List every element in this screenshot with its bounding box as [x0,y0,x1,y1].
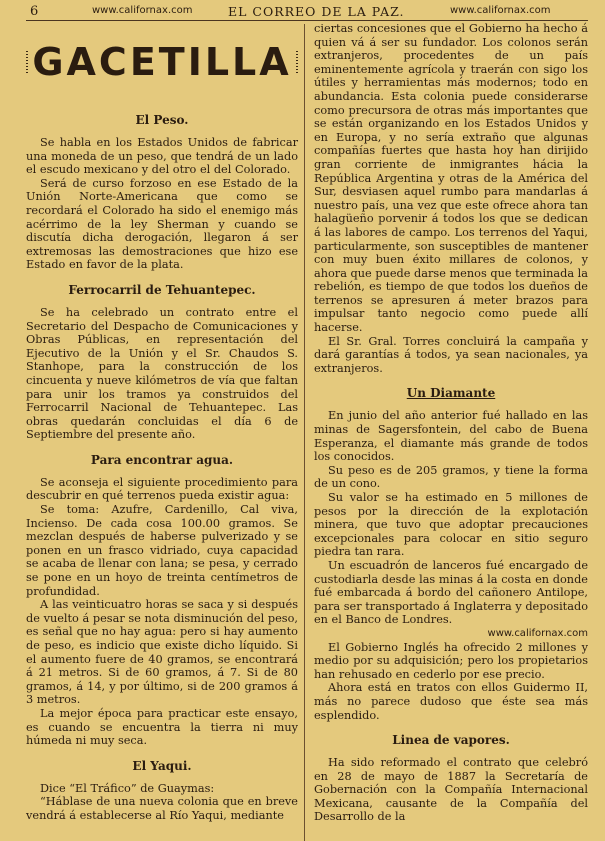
left-column [26,22,298,823]
article-heading-agua: Para encontrar agua. [90,452,234,467]
article-paragraph: Se aconseja el siguiente procedimiento para descubrir en qué terrenos pueda existir agua: [26,475,298,503]
article-paragraph: El Sr. Gral. Torres concluirá la campaña y dará garantías á todos, ya sean nacionales, ya extranjeros. [314,334,588,375]
banner-ornament-right [296,51,298,73]
article-paragraph: A las veinticuatro horas se saca y si después de vuelto á pesar se nota disminución del peso, es señal que no hay agua: pero si hay aumento de peso, es indicio que existe dicho líquido. Si el aumento fuere de 40 gramos, se encontrará á 21 metros. Si de 60 gramos, á 7. Si de 80 gramos, á 14, y por último, si de 200 gramos á 3 metros. [26,598,298,707]
article-heading-peso: El Peso. [135,113,189,127]
article-paragraph: La mejor época para practicar este ensayo, es cuando se encuentra la tierra ni muy húmeda ni muy seca. [26,706,298,748]
article-paragraph: El Gobierno Inglés ha ofrecido 2 millones y medio por su adquisición; pero los propietarios han rehusado en cederlo por ese precio. [314,640,588,681]
banner-title: GACETILLA [32,40,292,84]
article-heading-ferrocarril: Ferrocarril de Tehuantepec. [68,282,256,297]
article-heading-yaqui: El Yaqui. [132,758,192,773]
watermark-url-left: www.californax.com [92,5,193,16]
article-paragraph: Dice “El Tráfico” de Guaymas: [40,781,215,795]
article-paragraph: “Háblase de una nueva colonia que en breve vendrá á establecerse al Río Yaqui, mediante [26,795,298,822]
watermark-url-right: www.californax.com [450,5,551,16]
article-paragraph: Ahora está en tratos con ellos Guidermo II, más no parece dudoso que éste sea más esplendido. [314,681,588,722]
article-paragraph: Ha sido reformado el contrato que celebró en 28 de mayo de 1887 la Secretaría de Gobernación con la Compañía Internacional Mexicana, causante de la Compañía del Desarrollo de la [314,756,588,824]
page-header [0,4,605,20]
right-column [314,22,588,824]
column-divider [304,24,305,841]
article-paragraph: Se toma: Azufre, Cardenillo, Cal viva, Incienso. De cada cosa 100.00 gramos. Se mezclan después de haberse pulverizado y se ponen en un frasco vidriado, cuya capacidad se acaba de llenar con lana; se pesa, y cerrado se pone en un hoyo de treinta centímetros de profundidad. [26,503,298,598]
article-paragraph: Se ha celebrado un contrato entre el Secretario del Despacho de Comunicaciones y Obras Públicas, en representación del Ejecutivo de la Unión y el Sr. Chaudos S. Stanhope, para la construcción de los cincuenta y nueve kilómetros de vía que faltan para unir los tramos ya construidos del Ferrocarril Nacional de Tehuantepec. Las obras quedarán concluidas el día 6 de Septiembre del presente año. [26,305,298,442]
article-paragraph: ciertas concesiones que el Gobierno ha hecho á quien vá á ser su fundador. Los colonos serán extranjeros, procedentes de un país eminentemente agrícola y traerán con sigo los útiles y herramientas más modernos; todo en abundancia. Esta colonia puede considerarse como precursora de otras más importantes que se están organizando en los Estados Unidos y en Europa, y no sería extraño que algunas compañías fuertes que hasta hoy han dirijido gran corriente de inmigrantes hácia la República Argentina y otras de la América del Sur, desviasen aquel rumbo para mandarlas á nuestro país, una vez que este ofrece ahora tan halagüeño porvenir á todos los que se dedican á las labores de campo. Los terrenos del Yaqui, particularmente, son susceptibles de mantener con muy buen éxito millares de colonos, y ahora que puede darse menos que terminada la rebelión, es tiempo de que todos los dueños de terrenos se apresuren á meter brazos para impulsar tanto negocio como puede allí hacerse. [314,22,588,335]
watermark-url-inline: www.californax.com [487,627,588,639]
article-paragraph: Su valor se ha estimado en 5 millones de pesos por la dirección de la explotación minera, que tuvo que adoptar precauciones excepcionales para colocar en sitio seguro piedra tan rara. [314,491,588,559]
page-number: 6 [30,4,39,19]
article-paragraph: Será de curso forzoso en ese Estado de la Unión Norte-Americana que como se recordará el Colorado ha sido el enemigo más acérrimo de la ley Sherman y cuando se discutía dicha derogación, llegaron á ser extremosas las demostraciones que hizo ese Estado en favor de la plata. [26,176,298,272]
article-paragraph: Se habla en los Estados Unidos de fabricar una moneda de un peso, que tendrá de un lado el escudo mexicano y del otro el del Colorado. [26,136,298,177]
article-paragraph: En junio del año anterior fué hallado en las minas de Sagersfontein, del cabo de Buena Esperanza, el diamante más grande de todos los conocidos. [314,409,588,464]
article-heading-vapores: Linea de vapores. [392,733,510,748]
newspaper-title: EL CORREO DE LA PAZ. [228,4,405,19]
article-heading-diamante: Un Diamante [406,386,496,401]
section-banner [26,42,298,82]
header-rule [26,20,588,21]
article-paragraph: Un escuadrón de lanceros fué encargado de custodiarla desde las minas á la costa en donde fué embarcada á bordo del cañonero Antilope, para ser transportado á Inglaterra y depositado en el Banco de Londres. [314,558,588,627]
article-paragraph: Su peso es de 205 gramos, y tiene la forma de un cono. [314,463,588,491]
